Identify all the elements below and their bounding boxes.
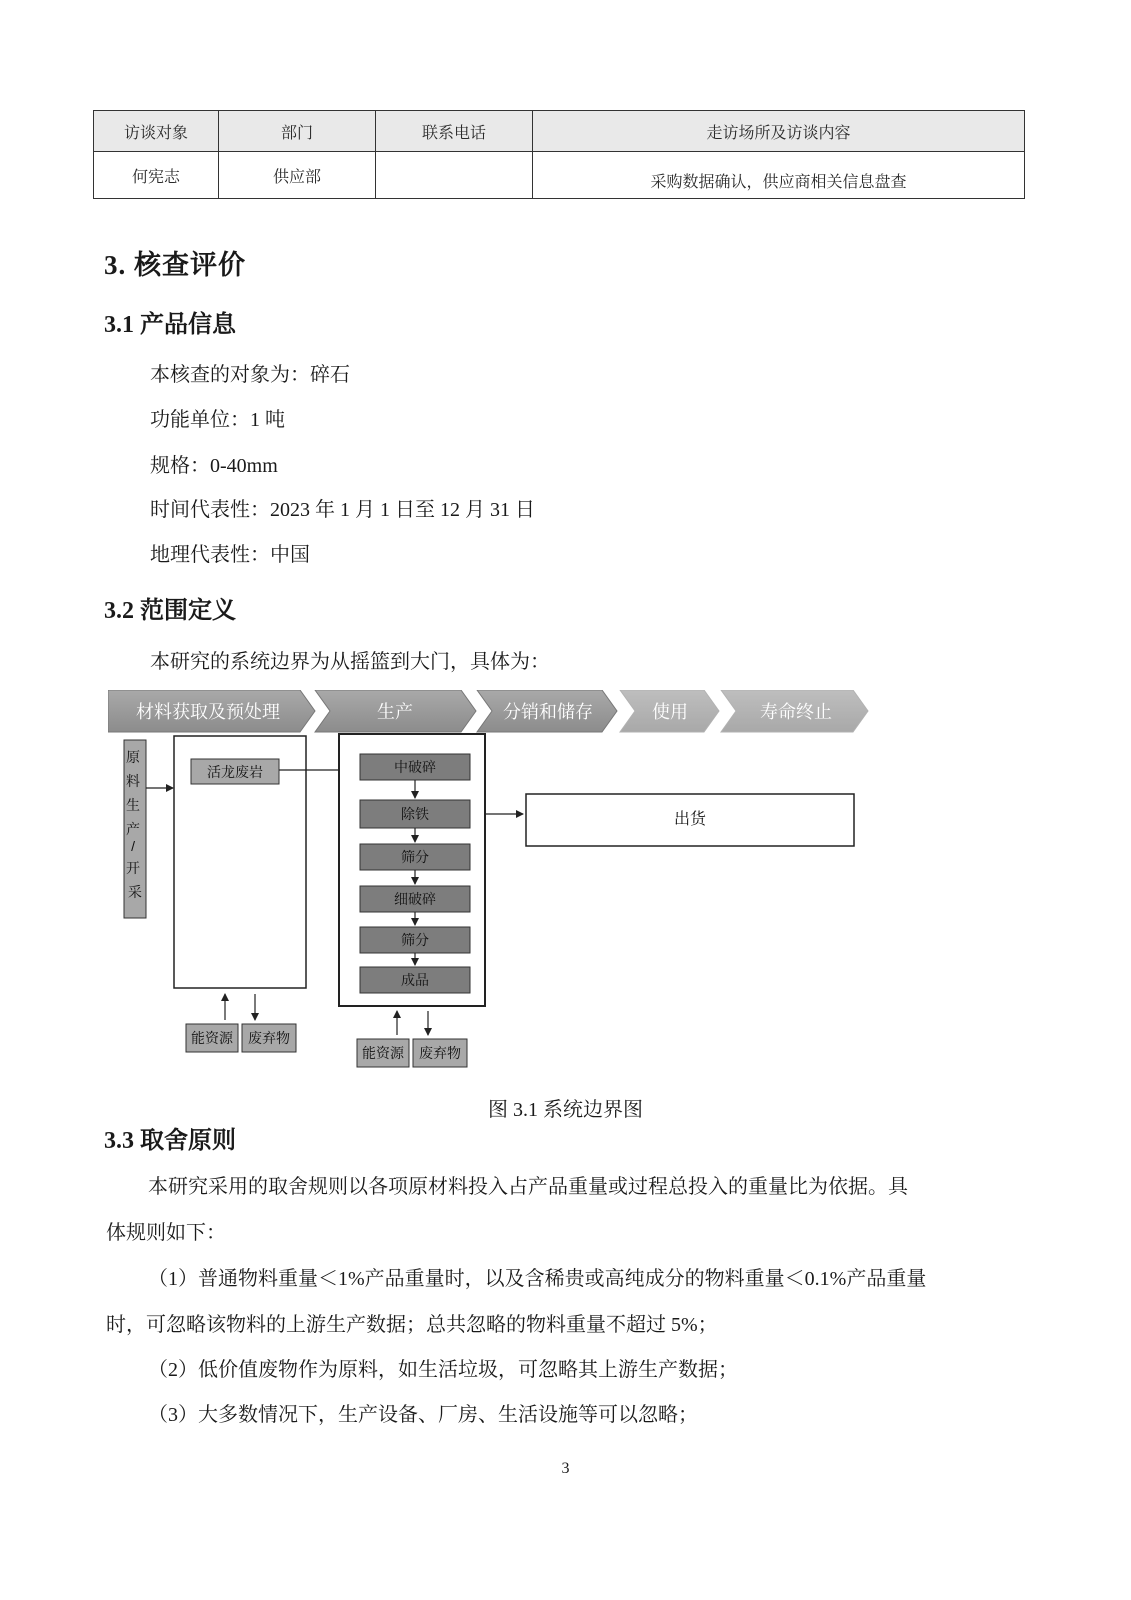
input-box-label: 活龙废岩 bbox=[207, 764, 263, 780]
scope-intro: 本研究的系统边界为从摇篮到大门，具体为： bbox=[150, 651, 550, 673]
table-cell: 采购数据确认，供应商相关信息盘查 bbox=[533, 152, 1025, 199]
cutoff-paragraph-line: 体规则如下： bbox=[106, 1222, 226, 1244]
time-representativeness-line: 时间代表性：2023 年 1 月 1 日至 12 月 31 日 bbox=[150, 499, 535, 521]
process-step-label: 筛分 bbox=[401, 932, 429, 948]
page-number: 3 bbox=[561, 1460, 570, 1477]
raw-material-char: 原 bbox=[126, 749, 141, 765]
interview-table bbox=[93, 110, 1025, 199]
table-cell bbox=[376, 152, 533, 199]
cutoff-paragraph-line: 本研究采用的取舍规则以各项原材料投入占产品重量或过程总投入的重量比为依据。具 bbox=[148, 1176, 908, 1198]
section-heading: 3. 核查评价 bbox=[104, 250, 246, 280]
rule-2: （2）低价值废物作为原料，如生活垃圾，可忽略其上游生产数据； bbox=[148, 1359, 738, 1381]
right-energy-label: 能资源 bbox=[362, 1045, 404, 1061]
product-object-line: 本核查的对象为：碎石 bbox=[150, 364, 350, 386]
right-waste-label: 废弃物 bbox=[419, 1045, 461, 1061]
table-cell: 何宪志 bbox=[94, 152, 219, 199]
table-header-row bbox=[94, 111, 1025, 152]
rule-1-line: 时，可忽略该物料的上游生产数据；总共忽略的物料重量不超过 5%； bbox=[106, 1314, 718, 1336]
raw-material-char: 生 bbox=[126, 797, 141, 813]
header-cell: 联系电话 bbox=[376, 111, 533, 152]
process-step-label: 中破碎 bbox=[394, 759, 436, 775]
subsection-heading: 3.2 范围定义 bbox=[104, 598, 236, 624]
system-boundary-diagram bbox=[108, 690, 878, 1080]
stage-label: 生产 bbox=[377, 702, 413, 722]
table-row bbox=[94, 152, 1025, 199]
raw-material-char: 采 bbox=[128, 884, 142, 900]
table-cell: 供应部 bbox=[219, 152, 376, 199]
header-cell: 部门 bbox=[219, 111, 376, 152]
header-cell: 访谈对象 bbox=[94, 111, 219, 152]
subsection-heading: 3.3 取舍原则 bbox=[104, 1128, 236, 1154]
figure-caption: 图 3.1 系统边界图 bbox=[488, 1099, 643, 1121]
specification-line: 规格：0-40mm bbox=[150, 455, 278, 477]
functional-unit-line: 功能单位：1 吨 bbox=[150, 409, 285, 431]
process-step-label: 除铁 bbox=[401, 806, 429, 822]
stage-label: 寿命终止 bbox=[760, 702, 832, 722]
subsection-heading: 3.1 产品信息 bbox=[104, 312, 236, 338]
process-step-label: 成品 bbox=[401, 972, 429, 988]
process-step-label: 细破碎 bbox=[394, 891, 436, 907]
geographic-representativeness-line: 地理代表性：中国 bbox=[150, 544, 310, 566]
rule-3: （3）大多数情况下，生产设备、厂房、生活设施等可以忽略； bbox=[148, 1404, 698, 1426]
stage-label: 使用 bbox=[652, 702, 688, 722]
raw-material-char: 料 bbox=[126, 773, 141, 789]
raw-material-char: 开 bbox=[126, 860, 141, 876]
process-step-label: 筛分 bbox=[401, 849, 429, 865]
rule-1-line: （1）普通物料重量＜1%产品重量时，以及含稀贵或高纯成分的物料重量＜0.1%产品重量 bbox=[148, 1268, 927, 1290]
left-energy-label: 能资源 bbox=[191, 1030, 233, 1046]
left-waste-label: 废弃物 bbox=[248, 1030, 290, 1046]
stage-label: 分销和储存 bbox=[503, 702, 593, 722]
header-cell: 走访场所及访谈内容 bbox=[533, 111, 1025, 152]
raw-material-char: 产 bbox=[126, 821, 141, 837]
raw-material-char: / bbox=[131, 838, 135, 854]
output-box-label: 出货 bbox=[673, 811, 707, 828]
stage-label: 材料获取及预处理 bbox=[136, 702, 280, 722]
